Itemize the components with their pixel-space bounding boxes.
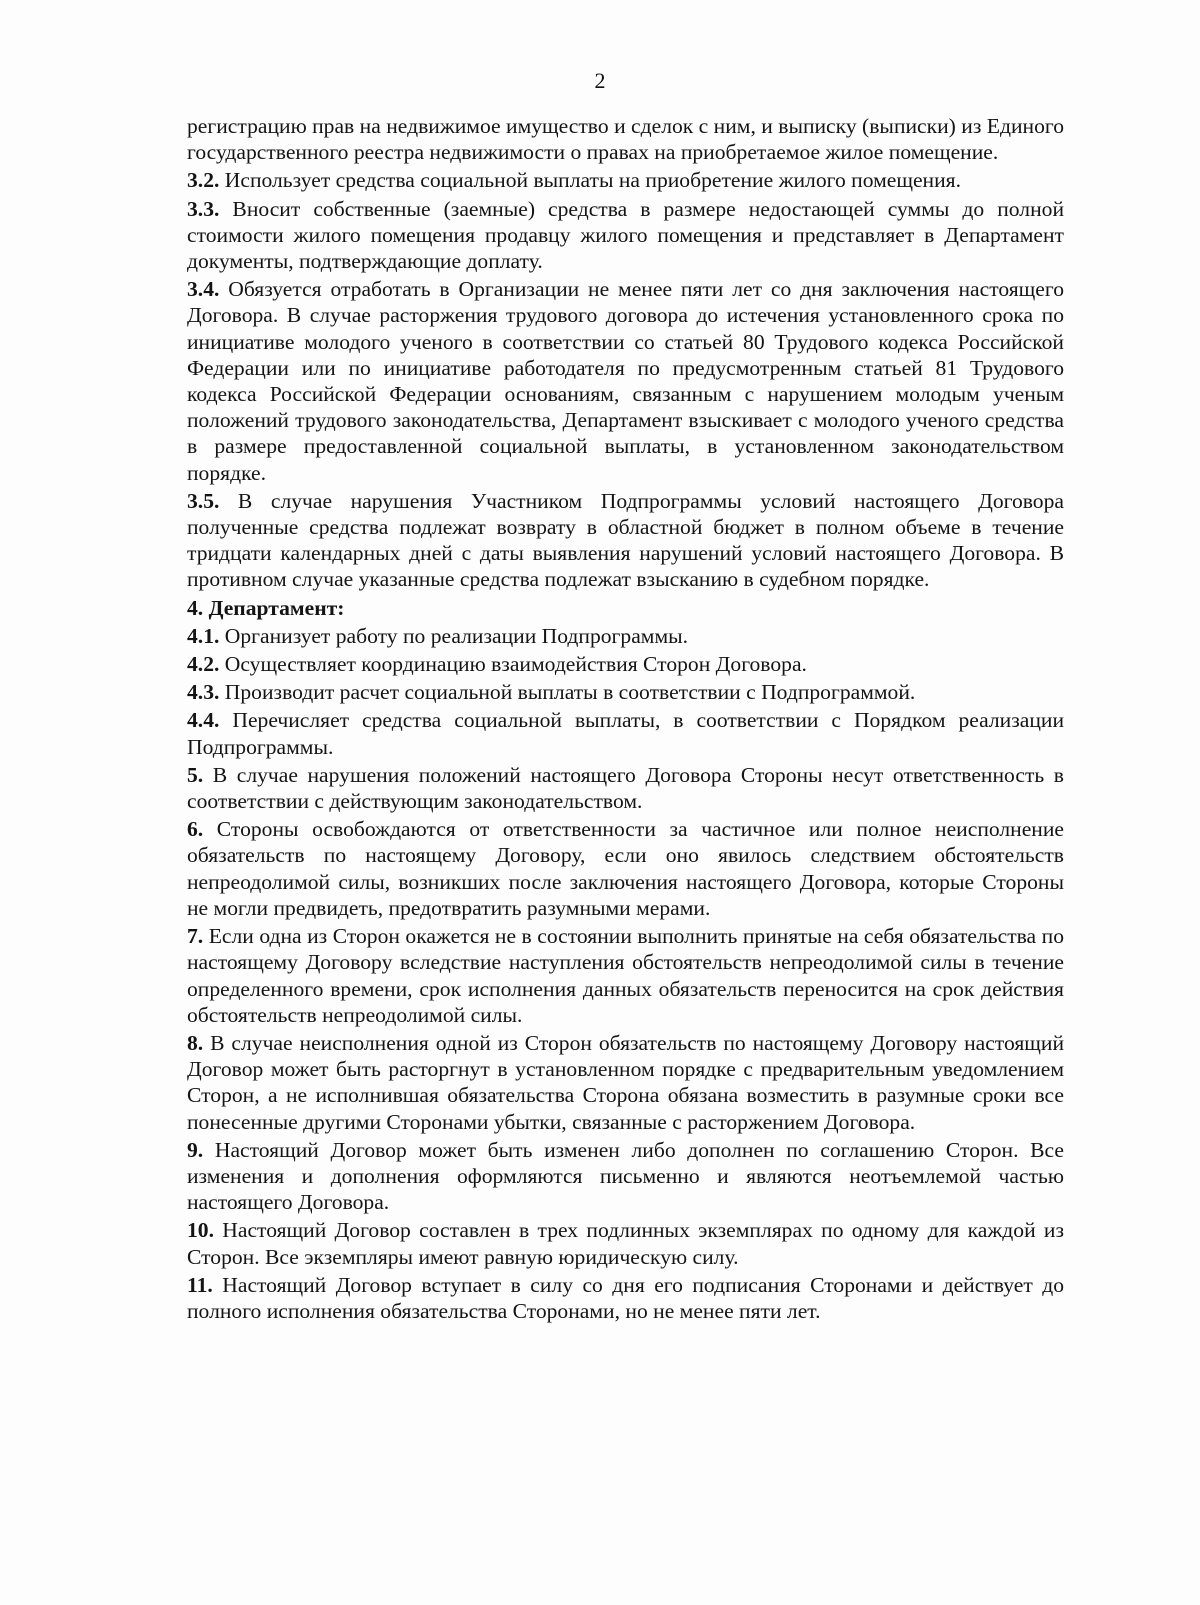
paragraph-text: Перечисляет средства социальной выплаты, в соответствии с Порядком реализации Подпрограммы. <box>187 708 1064 759</box>
paragraph-text: Настоящий Договор вступает в силу со дня его подписания Сторонами и действует до полного исполнения обязательства Сторонами, но не менее пяти лет. <box>187 1272 1064 1323</box>
paragraph-number: 3.2. <box>187 168 220 193</box>
paragraph-text: Производит расчет социальной выплаты в соответствии с Подпрограммой. <box>219 680 916 705</box>
paragraph <box>187 762 1064 814</box>
paragraph-number: 11. <box>187 1272 213 1297</box>
paragraph-text: Организует работу по реализации Подпрограммы. <box>219 623 689 648</box>
paragraph-number: 5. <box>187 762 204 787</box>
paragraph-number: 3.4. <box>187 277 220 302</box>
paragraph <box>187 167 1064 193</box>
section-heading <box>187 595 1064 621</box>
paragraph-number: 3.5. <box>187 488 220 513</box>
paragraph-text: Настоящий Договор составлен в трех подлинных экземплярах по одному для каждой из Сторон. Все экземпляры имеют равную юридическую силу. <box>187 1218 1064 1269</box>
paragraph <box>187 1137 1064 1216</box>
paragraph-text: В случае нарушения Участником Подпрограммы условий настоящего Договора полученные средства подлежат возврату в областной бюджет в полном объеме в течение тридцати календарных дней с даты выявления нарушений условий настоящего Договора. В противном случае указанные средства подлежат взысканию в судебном порядке. <box>187 488 1064 592</box>
paragraph-number: 8. <box>187 1030 204 1055</box>
paragraph-text: Обязуется отработать в Организации не менее пяти лет со дня заключения настоящего Договора. В случае расторжения трудового договора до истечения установленного срока по инициативе молодого ученого в соответствии со статьей 80 Трудового кодекса Российской Федерации или по инициативе работодателя по предусмотренным статьей 81 Трудового кодекса Российской Федерации основаниям, связанным с нарушением молодым ученым положений трудового законодательства, Департамент взыскивает с молодого ученого средства в размере предоставленной социальной выплаты, в установленном законодательством порядке. <box>187 277 1064 485</box>
section-heading-text: 4. Департамент: <box>187 595 345 620</box>
paragraph-number: 4.2. <box>187 652 220 677</box>
paragraph <box>187 816 1064 921</box>
paragraph-text: Если одна из Сторон окажется не в состоянии выполнить принятые на себя обязательства по настоящему Договору вследствие наступления обстоятельств непреодолимой силы в течение определенного времени, срок исполнения данных обязательств переносится на срок действия обстоятельств непреодолимой силы. <box>187 924 1064 1027</box>
paragraph-text: В случае нарушения положений настоящего Договора Стороны несут ответственность в соответствии с действующим законодательством. <box>187 762 1064 814</box>
paragraph-text: Стороны освобождаются от ответственности за частичное или полное неисполнение обязательств по настоящему Договору, если оно явилось следствием обстоятельств непреодолимой силы, возникших после заключения настоящего Договора, которые Стороны не могли предвидеть, предотвратить разумными мерами. <box>187 817 1064 920</box>
paragraph <box>187 196 1064 275</box>
paragraph <box>187 623 1064 649</box>
paragraph-text: Использует средства социальной выплаты на приобретение жилого помещения. <box>219 168 961 193</box>
paragraph-text: Настоящий Договор может быть изменен либо дополнен по соглашению Сторон. Все изменения и дополнения оформляются письменно и являются неотъемлемой частью настоящего Договора. <box>187 1137 1064 1215</box>
paragraph-text: регистрацию прав на недвижимое имущество и сделок с ним, и выписку (выписки) из Единого государственного реестра недвижимости о правах на приобретаемое жилое помещение. <box>187 114 1064 165</box>
paragraph <box>187 1217 1064 1269</box>
paragraph-number: 10. <box>187 1218 214 1243</box>
paragraph-number: 9. <box>187 1137 204 1162</box>
paragraph <box>187 1030 1064 1135</box>
paragraph-number: 4.4. <box>187 708 220 733</box>
paragraph-number: 4.3. <box>187 680 220 705</box>
paragraph <box>187 113 1064 165</box>
paragraph-number: 4.1. <box>187 623 220 648</box>
paragraph <box>187 679 1064 705</box>
paragraph <box>187 488 1064 593</box>
paragraph-text: Вносит собственные (заемные) средства в размере недостающей суммы до полной стоимости жилого помещения продавцу жилого помещения и представляет в Департамент документы, подтверждающие доплату. <box>187 196 1064 274</box>
paragraph <box>187 923 1064 1028</box>
paragraph-text: Осуществляет координацию взаимодействия Сторон Договора. <box>219 652 807 677</box>
paragraph-number: 6. <box>187 817 204 842</box>
paragraph <box>187 276 1064 486</box>
paragraph-text: В случае неисполнения одной из Сторон обязательств по настоящему Договору настоящий Договор может быть расторгнут в установленном порядке с предварительным уведомлением Сторон, а не исполнившая обязательства Сторона обязана возместить в разумные сроки все понесенные другими Сторонами убытки, связанные с расторжением Договора. <box>187 1030 1064 1134</box>
document-body <box>187 113 1064 1326</box>
paragraph-number: 3.3. <box>187 196 220 221</box>
paragraph-number: 7. <box>187 924 204 949</box>
paragraph <box>187 1272 1064 1324</box>
paragraph <box>187 651 1064 677</box>
paragraph <box>187 707 1064 759</box>
page-number: 2 <box>594 68 606 93</box>
